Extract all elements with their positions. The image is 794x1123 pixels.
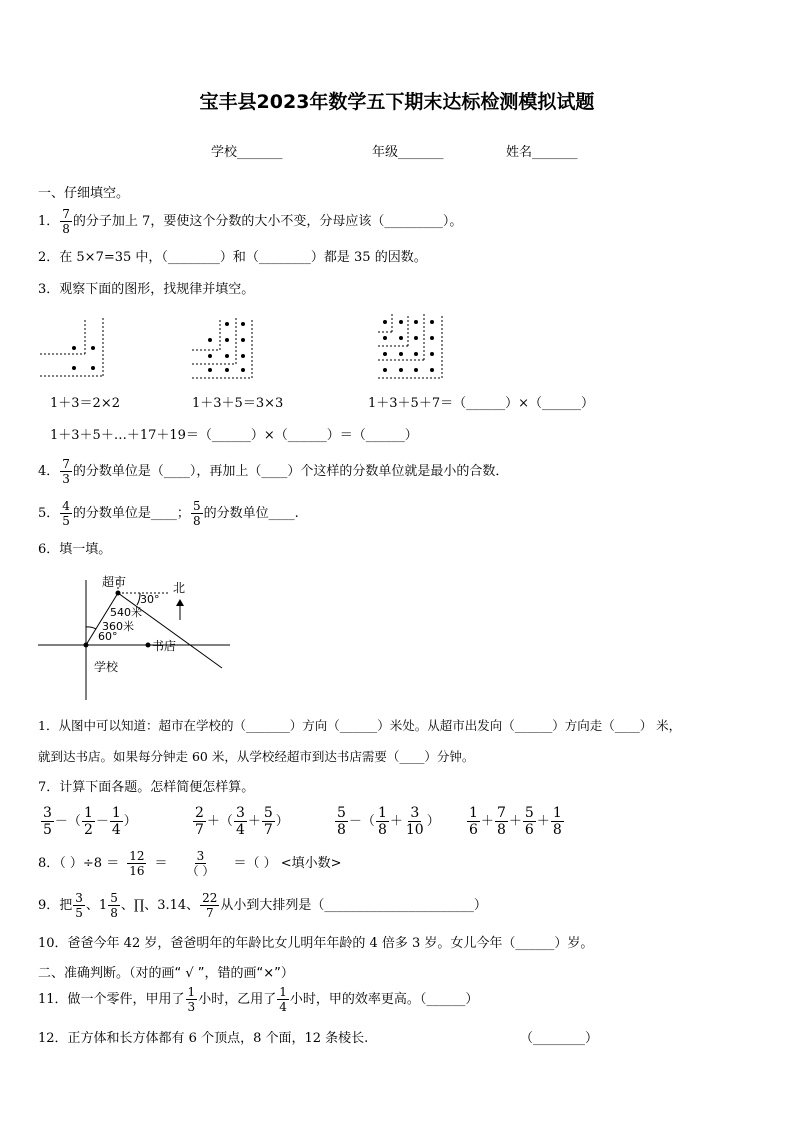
question-9: 9．把 $\frac{3}{5}$ 、1 $\frac{5}{8}$ 、∏、3.14、 $\frac{22}{7}$ 从小到大排列是（_______________________） [38,891,487,920]
page-title: 宝丰县2023年数学五下期末达标检测模拟试题 [199,91,595,113]
q3-equation-2: 1＋3＋5＝3×3 [192,396,284,411]
label-market: 超市 [102,575,127,589]
grade-field: 年级_______ [372,145,444,160]
question-6: 6．填一填。 [38,542,112,557]
question-8: 8．（ ）÷8 ＝ $\frac{12}{16}$ ＝ $\frac{3}{( )}$ ＝（ ） <填小数> [38,849,342,878]
question-7: 7．计算下面各题。怎样简便怎样算。 [38,780,255,795]
q7-expression-4: $\frac{1}{6}$ ＋ $\frac{7}{8}$ ＋ $\frac{5}{6}$ ＋ $\frac{1}{8}$ [469,805,562,838]
q3-equation-3: 1＋3＋5＋7＝（______）×（______） [368,396,594,411]
label-angle-60: 60° [98,630,118,643]
q7-expression-2: $\frac{2}{7}$ ＋（ $\frac{3}{4}$ ＋ $\frac{5}{7}$ ） [195,805,289,838]
school-field: 学校_______ [211,145,283,160]
label-distance-360: 360米 [102,620,134,633]
name-field: 姓名_______ [506,145,578,160]
question-1 [38,208,462,235]
q5-fraction-1: $\frac{4}{5}$ [62,499,70,528]
label-bookstore: 书店 [152,639,177,653]
question-5: 5． $\frac{4}{5}$ 的分数单位是____； $\frac{5}{8}$ 的分数单位____. [38,499,299,528]
q3-equation-4: 1＋3＋5＋…＋17＋19＝（______）×（______）＝（______） [50,428,418,443]
q6-subquestion-line-1: 1．从图中可以知道：超市在学校的（_______）方向（______）米处。从超市出发向（______）方向走（____） 米， [38,718,682,733]
q12-answer-blank[interactable]: （________） [520,1031,599,1046]
section-1-heading: 一、仔细填空。 [38,186,130,201]
label-school: 学校 [94,660,119,674]
question-4: 4． $\frac{7}{3}$ 的分数单位是（____），再加上（____）个这样的分数单位就是最小的合数． [38,457,509,486]
label-distance-540: 540米 [110,606,142,619]
section-2-heading: 二、准确判断。（对的画“ √ ”，错的画“×”） [38,966,294,981]
q1-fraction: $\frac{7}{8}$ [62,207,70,236]
q1-number: 1． [38,214,60,229]
question-12: 12．正方体和长方体都有 6 个顶点，8 个面，12 条棱长. [38,1031,369,1046]
question-11: 11．做一个零件，甲用了 $\frac{1}{3}$ 小时，乙用了 $\frac{1}{4}$ 小时，甲的效率更高。（______） [38,985,479,1014]
label-north: 北 [173,581,186,595]
q4-fraction: $\frac{7}{3}$ [62,457,70,486]
question-10: 10．爸爸今年 42 岁，爸爸明年的年龄比女儿明年年龄的 4 倍多 3 岁。女儿今年（______）岁。 [38,936,594,951]
direction-map [34,572,234,706]
q5-fraction-2: $\frac{5}{8}$ [192,499,201,528]
question-3: 3．观察下面的图形，找规律并填空。 [38,282,255,297]
label-angle-30: 30° [140,593,160,606]
q7-expression-3: $\frac{5}{8}$ －（ $\frac{1}{8}$ ＋ $\frac{3}{10}$ ） [337,805,440,838]
q3-equation-1: 1＋3＝2×2 [50,396,120,411]
q6-subquestion-line-2: 就到达书店。如果每分钟走 60 米，从学校经超市到达书店需要（____）分钟。 [38,749,475,764]
question-2: 2．在 5×7=35 中，（________）和（________）都是 35 的因数。 [38,250,427,265]
q1-text: 的分子加上 7，要使这个分数的大小不变，分母应该（_________）。 [72,214,463,229]
pattern-figures [30,310,470,384]
q7-expression-1: $\frac{3}{5}$ －（ $\frac{1}{2}$ － $\frac{1}{4}$ ） [43,805,137,838]
